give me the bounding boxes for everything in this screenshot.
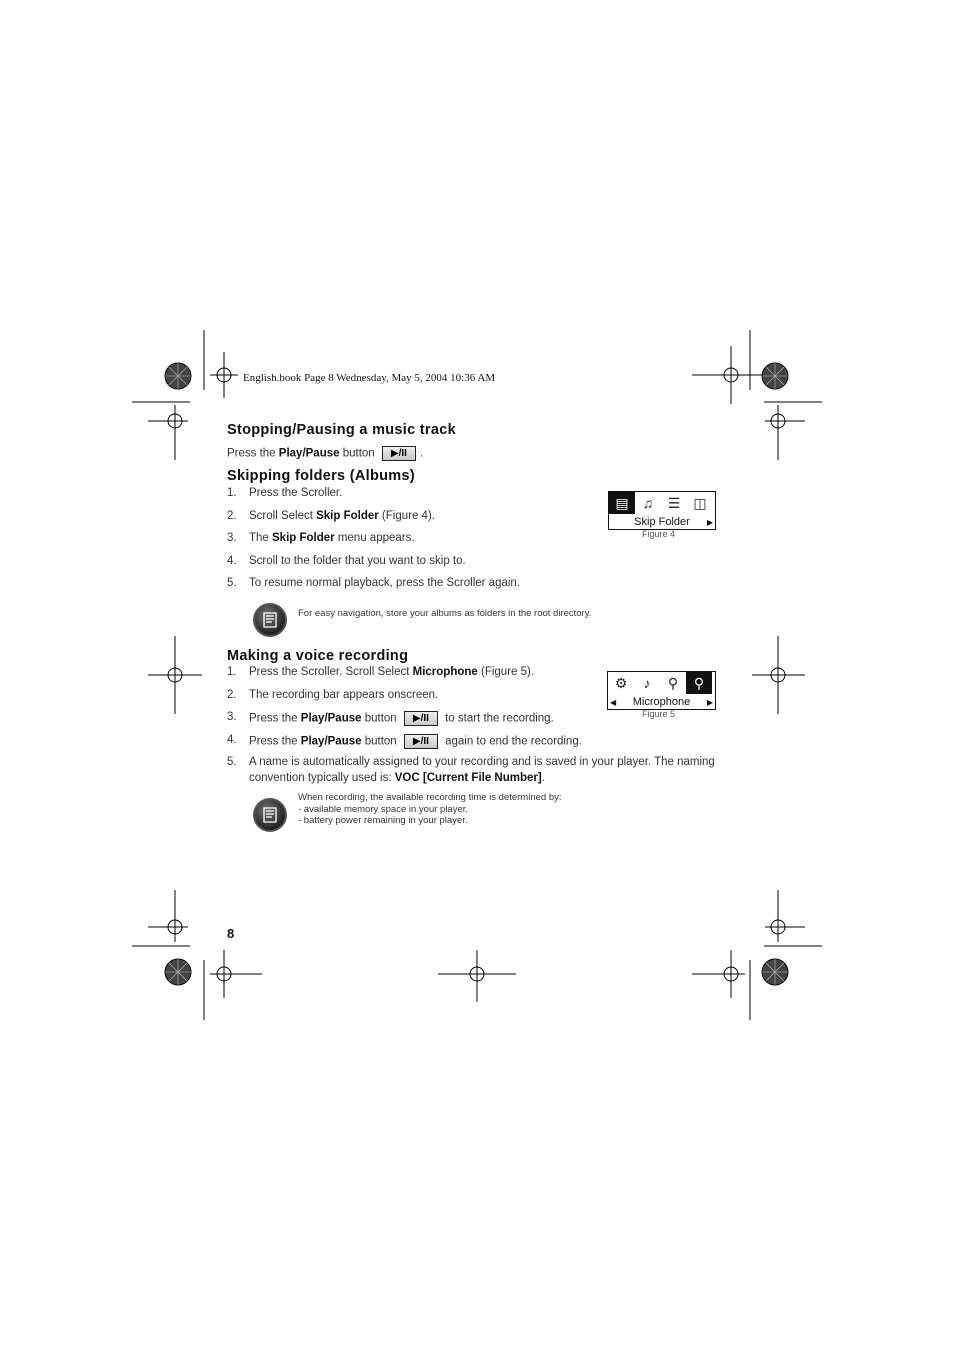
microphone-icon: ⚲ [686,672,712,694]
list-item: A name is automatically assigned to your recording and is saved in your player. The naming [249,756,715,768]
music-note-icon: ♪ [643,675,651,691]
list-number: 2. [227,510,237,522]
figure-caption: Figure 5 [642,709,676,719]
list-number: 1. [227,487,237,499]
lcd-figure-microphone [607,671,716,710]
lcd-figure-skip-folder [608,491,716,530]
speech-bubble-icon: ⚲ [667,674,679,691]
list-number: 5. [227,577,237,589]
note-text: For easy navigation, store your albums as folders in the root directory. [298,608,592,619]
section-title-voice-recording: Making a voice recording [227,648,409,664]
list-item: Press the Scroller. [249,487,343,499]
list-item: To resume normal playback, press the Scroller again. [249,577,521,589]
note-icon [253,798,287,832]
list-number: 2. [227,689,237,701]
note-text: When recording, the available recording time is determined by: - available memory space in your player. - battery power remaining in your player. [298,792,562,826]
list-item: Press the Scroller. Scroll Select Microphone (Figure 5). [249,666,535,678]
arrow-right-icon: ▶ [706,518,713,527]
list-item: Scroll Select Skip Folder (Figure 4). [249,510,435,522]
lcd-label: Skip Folder [634,516,690,528]
trash-icon: ◫ [693,494,707,511]
folder-icon: ▤ [609,492,635,514]
stop-instruction: Press the Play/Pause button ▶/II . [227,447,424,460]
music-note-icon: ♫ [642,495,654,511]
list-number: 3. [227,532,237,544]
list-item: Press the Play/Pause button ▶/II to start the recording. [249,712,554,725]
print-header: English.book Page 8 Wednesday, May 5, 2004 10:36 AM [243,372,496,384]
list-number: 1. [227,666,237,678]
play-pause-button-icon: ▶/II [404,711,438,726]
figure-caption: Figure 4 [642,529,676,539]
play-pause-button-icon: ▶/II [404,734,438,749]
equalizer-icon: ☰ [667,494,681,511]
list-item: The Skip Folder menu appears. [249,532,415,544]
list-item: Press the Play/Pause button ▶/II again to end the recording. [249,735,582,748]
play-pause-button-icon: ▶/II [382,446,416,461]
list-number: 4. [227,555,237,567]
page-number: 8 [227,926,235,941]
list-number: 4. [227,734,237,746]
note-icon [253,603,287,637]
section-title-skipping: Skipping folders (Albums) [227,468,415,484]
arrow-left-icon: ◀ [610,698,617,707]
section-title-stopping: Stopping/Pausing a music track [227,422,456,438]
list-number: 3. [227,711,237,723]
list-item: The recording bar appears onscreen. [249,689,439,701]
lcd-label: Microphone [632,696,691,708]
arrow-right-icon: ▶ [706,698,713,707]
list-item: Scroll to the folder that you want to skip to. [249,555,466,567]
settings-icon: ⚙ [614,674,628,691]
list-number: 5. [227,756,237,768]
list-item-continued: convention typically used is: VOC [Current File Number]. [249,772,545,784]
